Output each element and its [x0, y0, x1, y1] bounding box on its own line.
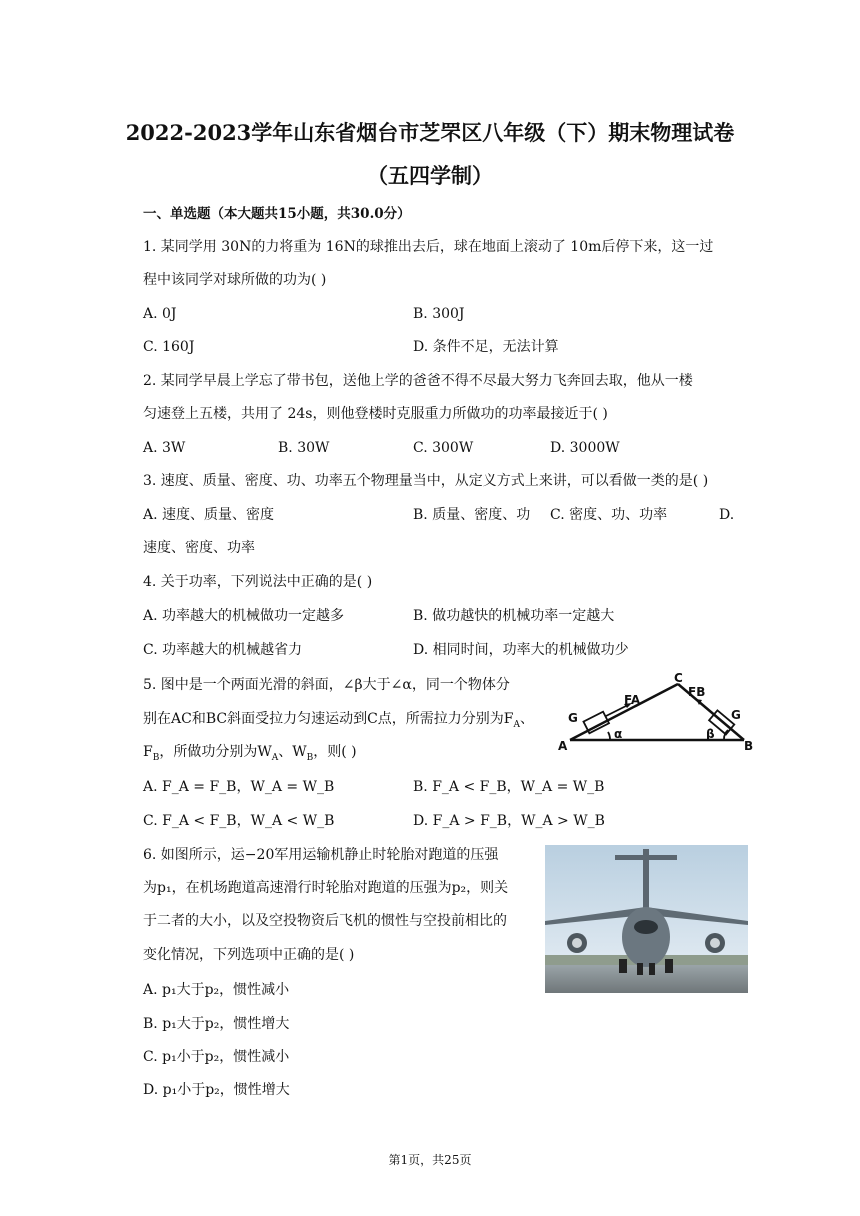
q1-option-b: B. 300J: [413, 306, 465, 322]
page-footer: 第1页，共25页: [388, 1153, 472, 1167]
point-c-label: C: [674, 672, 683, 685]
point-a-label: A: [558, 739, 568, 752]
q6-stem-line1: 6. 如图所示，运−20军用运输机静止时轮胎对跑道的压强: [143, 847, 499, 863]
q4-option-c: C. 功率越大的机械越省力: [143, 642, 303, 658]
q5-option-b: B. F_A < F_B，W_A = W_B: [413, 779, 605, 795]
q3-option-d-text: 速度、密度、功率: [143, 540, 255, 556]
q2-option-c: C. 300W: [413, 440, 474, 456]
q3-option-a: A. 速度、质量、密度: [143, 507, 275, 523]
section-heading: 一、单选题（本大题共15小题，共30.0分）: [143, 206, 411, 222]
beta-label: β: [706, 727, 715, 741]
q3-option-b: B. 质量、密度、功: [413, 507, 531, 523]
q3-option-d-label: D.: [719, 507, 735, 523]
weight-a-label: G: [568, 711, 578, 725]
q1-option-c: C. 160J: [143, 339, 195, 355]
weight-b-label: G: [731, 708, 741, 722]
q2-stem-line1: 2. 某同学早晨上学忘了带书包，送他上学的爸爸不得不尽最大努力飞奔回去取，他从一楼: [143, 373, 693, 389]
q6-stem-line4: 变化情况，下列选项中正确的是( ): [143, 947, 355, 963]
q2-option-a: A. 3W: [143, 440, 186, 456]
aircraft-photo: [545, 845, 748, 993]
q2-option-d: D. 3000W: [550, 440, 620, 456]
q2-stem-line2: 匀速登上五楼，共用了 24s，则他登楼时克服重力所做功的功率最接近于( ): [143, 406, 608, 422]
alpha-label: α: [614, 727, 623, 741]
q5-option-d: D. F_A > F_B，W_A > W_B: [413, 813, 605, 829]
q1-stem-line1: 1. 某同学用 30N的力将重为 16N的球推出去后，球在地面上滚动了 10m后停下来，这一过: [143, 239, 714, 255]
q6-option-b: B. p₁大于p₂，惯性增大: [143, 1016, 290, 1032]
q1-option-d: D. 条件不足，无法计算: [413, 339, 559, 355]
q1-option-a: A. 0J: [143, 306, 177, 322]
point-b-label: B: [744, 739, 754, 752]
q4-option-a: A. 功率越大的机械做功一定越多: [143, 608, 345, 624]
q4-stem-line1: 4. 关于功率，下列说法中正确的是( ): [143, 574, 373, 590]
q6-option-d: D. p₁小于p₂，惯性增大: [143, 1082, 290, 1098]
q6-stem-line3: 于二者的大小，以及空投物资后飞机的惯性与空投前相比的: [143, 913, 507, 929]
page-subtitle: （五四学制）: [367, 163, 493, 188]
q1-stem-line2: 程中该同学对球所做的功为( ): [143, 272, 327, 288]
q6-option-c: C. p₁小于p₂，惯性减小: [143, 1049, 290, 1065]
q5-option-c: C. F_A < F_B，W_A < W_B: [143, 813, 335, 829]
force-b-label: FB: [688, 685, 706, 699]
q5-stem-line1: 5. 图中是一个两面光滑的斜面，∠β大于∠α，同一个物体分: [143, 677, 510, 693]
page-title: 2022-2023学年山东省烟台市芝罘区八年级（下）期末物理试卷: [125, 120, 735, 145]
q4-option-b: B. 做功越快的机械功率一定越大: [413, 608, 615, 624]
q3-option-c: C. 密度、功、功率: [550, 507, 668, 523]
q5-option-a: A. F_A = F_B，W_A = W_B: [143, 779, 335, 795]
q3-stem-line1: 3. 速度、质量、密度、功、功率五个物理量当中，从定义方式上来讲，可以看做一类的是( ): [143, 473, 709, 489]
incline-diagram: [558, 672, 758, 752]
force-a-label: FA: [624, 693, 641, 707]
q5-stem-line3: $F_B$，所做功分别为$W_A$、$W_B$，则( ): [143, 744, 357, 763]
q6-stem-line2: 为p₁，在机场跑道高速滑行时轮胎对跑道的压强为p₂，则关: [143, 880, 509, 896]
q6-option-a: A. p₁大于p₂，惯性减小: [143, 982, 290, 998]
q2-option-b: B. 30W: [278, 440, 330, 456]
q4-option-d: D. 相同时间，功率大的机械做功少: [413, 642, 629, 658]
q5-stem-line2: 别在AC和BC斜面受拉力匀速运动到C点，所需拉力分别为$F_A$、: [143, 711, 535, 730]
